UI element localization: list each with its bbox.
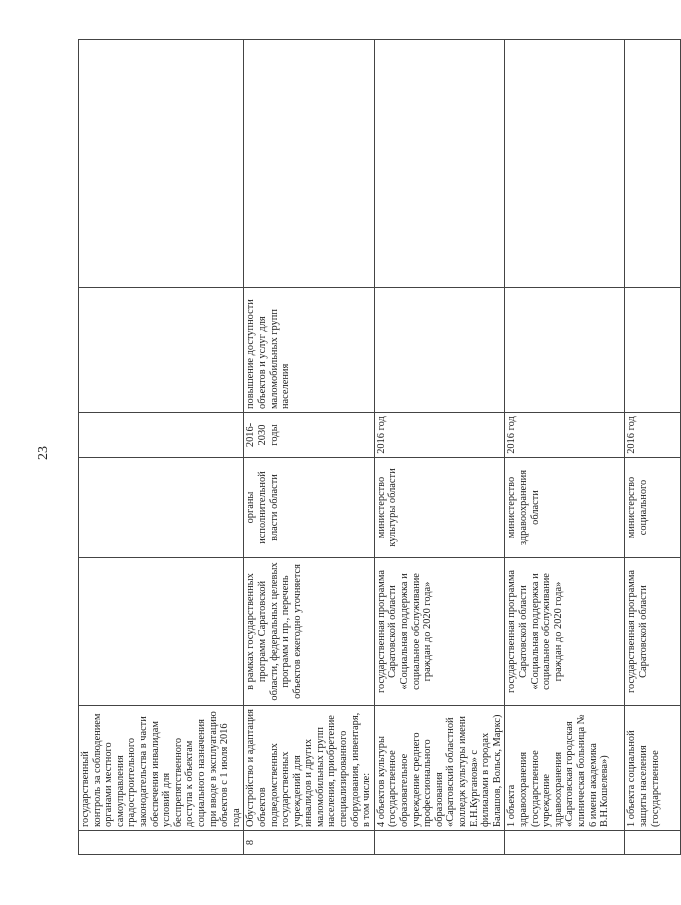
cell-executor: органы исполнительной власти области <box>244 458 375 558</box>
cell-extra <box>625 40 681 288</box>
table-row <box>625 40 681 855</box>
cell-executor: министерство культуры области <box>374 458 505 558</box>
cell-term <box>79 413 244 458</box>
cell-extra <box>374 40 505 288</box>
cell-term: 2016 год <box>505 413 625 458</box>
page-number: 23 <box>36 446 51 460</box>
cell-basis <box>79 558 244 706</box>
cell-term: 2016-2030 годы <box>244 413 375 458</box>
cell-basis: в рамках государственных программ Саратовской области, федеральных целевых программ и пр., перечень объектов ежегодно уточняется <box>244 558 375 706</box>
cell-extra <box>244 40 375 288</box>
table-row <box>244 40 375 855</box>
table-row <box>505 40 625 855</box>
cell-object: 1 объекта здравоохранения (государственное учреждение здравоохранения «Саратовская городская клиническая больница № 6 имени академика В.Н.Кошелева») <box>505 706 625 831</box>
cell-result <box>79 288 244 413</box>
cell-result <box>374 288 505 413</box>
cell-num <box>505 831 625 855</box>
cell-object: 4 объектов культуры (государственное образовательное учреждение среднего профессионального образования «Саратовский областной колледж культуры имени Е.Н.Курганова» с филиалами в городах Балашов, Вольск, Маркс) <box>374 706 505 831</box>
cell-num <box>374 831 505 855</box>
cell-result <box>625 288 681 413</box>
cell-executor: министерство здравоохранения области <box>505 458 625 558</box>
cell-basis: государственная программа Саратовской области «Социальная поддержка и социальное обслуживание граждан до 2020 года» <box>374 558 505 706</box>
cell-extra <box>505 40 625 288</box>
rotated-table-wrapper <box>78 40 661 855</box>
cell-result <box>505 288 625 413</box>
measures-table <box>78 39 681 855</box>
cell-num <box>625 831 681 855</box>
cell-basis: государственная программа Саратовской области <box>625 558 681 706</box>
cell-extra <box>79 40 244 288</box>
cell-object: Обустройство и адаптация объектов подведомственных государственных учреждений для инвалидов и других маломобильных групп населения, приобретение специализированного оборудования, инвентаря, в том числе: <box>244 706 375 831</box>
cell-object: государственный контроль за соблюдением органами местного самоуправления градостроительного законодательства в части обеспечения инвалидам условий для беспрепятственного доступа к объектам социального назначения при вводе в эксплуатацию объектов с 1 июля 2016 года <box>79 706 244 831</box>
cell-term: 2016 год <box>374 413 505 458</box>
cell-executor: министерство социального <box>625 458 681 558</box>
cell-result: повышение доступности объектов и услуг для маломобильных групп населения <box>244 288 375 413</box>
cell-executor <box>79 458 244 558</box>
cell-num: 8 <box>244 831 375 855</box>
cell-num <box>79 831 244 855</box>
table-row <box>79 40 244 855</box>
cell-object: 1 объекта социальной защиты населения (государственное <box>625 706 681 831</box>
cell-basis: государственная программа Саратовской области «Социальная поддержка и социальное обслуживание граждан до 2020 года» <box>505 558 625 706</box>
table-row <box>374 40 505 855</box>
cell-term: 2016 год <box>625 413 681 458</box>
